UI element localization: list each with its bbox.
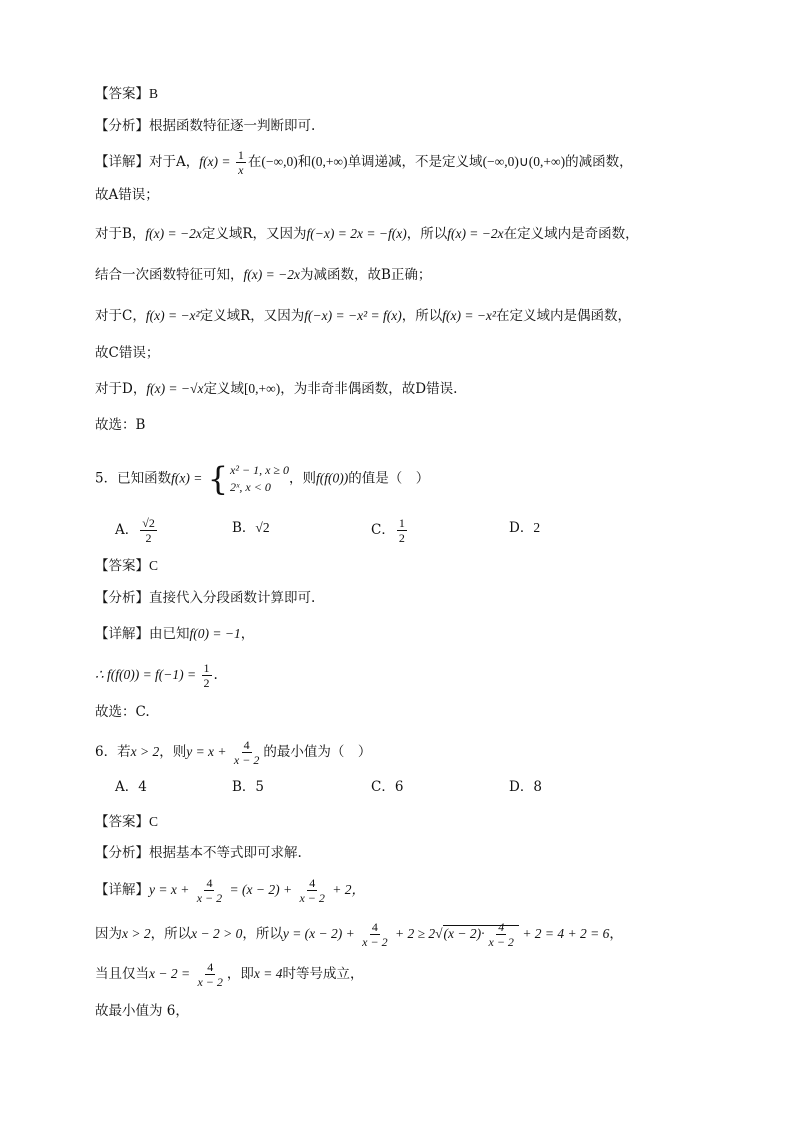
denominator: x − 2 <box>299 891 325 905</box>
text: 为减函数，故B正确； <box>299 267 432 283</box>
text: ，即 <box>226 966 254 982</box>
math: + 2 ≥ 2 <box>391 926 436 941</box>
denominator: x − 2 <box>488 935 514 950</box>
math: y = (x − 2) + <box>282 926 359 941</box>
analysis-tag: 【分析】 <box>95 590 149 606</box>
denominator: x − 2 <box>196 891 223 905</box>
q5-choose-line <box>95 702 150 722</box>
case-2: 2ˣ, x < 0 <box>230 480 271 494</box>
math: x > 2 <box>122 926 151 941</box>
text: 当且仅当 <box>95 966 149 982</box>
fraction <box>397 516 407 545</box>
sqrt-icon: √ <box>435 926 443 941</box>
option-value: 2 <box>533 520 541 535</box>
fraction <box>195 960 224 989</box>
math: [0,+∞) <box>243 381 281 396</box>
denominator: x − 2 <box>362 935 388 949</box>
fraction <box>232 738 261 767</box>
q4-detail-line-2 <box>95 185 159 205</box>
q6-option-b: B．5 <box>232 779 265 795</box>
option-value: √2 <box>255 520 270 535</box>
fraction <box>195 876 224 905</box>
text: 定义域R，又因为 <box>199 308 305 324</box>
answer-value: C <box>149 814 159 829</box>
q6-option-c: C．6 <box>371 779 404 795</box>
text: 定义域 <box>203 381 244 397</box>
text: 由已知 <box>149 626 190 642</box>
math: x − 2 > 0 <box>191 926 243 941</box>
math: f(x) = <box>171 470 206 486</box>
text: 在定义域内是奇函数， <box>503 226 639 242</box>
answer-value: C <box>149 558 159 573</box>
text: 在定义域内是偶函数， <box>495 308 631 324</box>
text: 对于A， <box>149 154 200 170</box>
denominator: x − 2 <box>233 753 260 767</box>
q4-detail-line-6 <box>95 343 159 363</box>
q4-answer-line <box>95 84 158 104</box>
text: 时等号成立， <box>282 966 364 982</box>
denominator: 2 <box>145 531 152 545</box>
q5-option-d <box>509 518 540 538</box>
q5-answer-line <box>95 556 158 576</box>
text: 的减函数， <box>565 154 633 170</box>
math: f(x) = −√x <box>146 381 204 396</box>
math: (−∞,0) <box>261 154 298 169</box>
q4-detail-line-7 <box>95 379 457 399</box>
fraction: $\frac{1}{x}$ <box>237 148 244 177</box>
q5-option-a <box>115 516 159 545</box>
analysis-tag: 【分析】 <box>95 845 149 861</box>
math: f(x) = −x² <box>145 308 200 323</box>
fraction <box>360 920 389 949</box>
text: 对于C， <box>95 308 146 324</box>
math: f(x) = −2x <box>447 226 504 241</box>
numerator: 1 <box>398 516 405 530</box>
answer-tag: 【答案】 <box>95 814 149 830</box>
math: y = x + <box>149 882 193 897</box>
q4-detail-line-3 <box>95 224 639 244</box>
text: 单调递减，不是定义域 <box>347 154 483 170</box>
case-1: x² − 1, x ≥ 0 <box>230 463 289 477</box>
text: 因为 <box>95 926 122 942</box>
math: ∴ f(f(0)) = f(−1) = <box>95 667 200 682</box>
q6-option-a: A．4 <box>115 779 147 795</box>
analysis-text: 根据基本不等式即可求解. <box>149 845 302 861</box>
q5-option-c <box>371 516 409 545</box>
text: 在 <box>247 154 262 170</box>
numerator: 1 <box>203 661 210 675</box>
fraction <box>297 876 326 905</box>
q6-option-d: D．8 <box>509 779 542 795</box>
text: 对于B， <box>95 226 146 242</box>
text: 和 <box>297 154 312 170</box>
math: f(x) = −2x <box>243 267 300 282</box>
text: ， <box>609 926 623 942</box>
denominator: 2 <box>203 676 210 690</box>
text: 故C错误； <box>95 345 160 361</box>
answer-tag: 【答案】 <box>95 86 149 102</box>
math: f(x) = −x² <box>442 308 496 323</box>
numerator: 4 <box>207 960 214 974</box>
q5-analysis-line <box>95 588 315 608</box>
math: x > 2 <box>130 744 160 759</box>
math: = (x − 2) + <box>226 882 296 897</box>
option-label: C． <box>371 522 395 538</box>
math: f(−x) = 2x = −f(x) <box>306 226 407 241</box>
text: ，所以 <box>242 926 283 942</box>
q4-choose-line <box>95 415 145 435</box>
q6-analysis-line <box>95 843 302 863</box>
math: f(x) = −2x <box>145 226 202 241</box>
text: ，所以 <box>401 308 443 324</box>
math: f(0) = −1 <box>189 626 241 641</box>
math: (−∞,0)∪(0,+∞) <box>482 154 566 169</box>
numerator: 4 <box>498 920 505 935</box>
math: f(f(0)) <box>315 470 349 486</box>
text: 结合一次函数特征可知， <box>95 267 244 283</box>
detail-tag: 【详解】 <box>95 154 149 170</box>
text: ，为非奇非偶函数，故D错误. <box>280 381 458 397</box>
q4-analysis-line <box>95 116 315 136</box>
text: ，则 <box>288 470 316 487</box>
q6-stem <box>95 738 371 767</box>
math: + 2， <box>328 882 366 897</box>
denominator: 2 <box>398 531 405 545</box>
text: 的值是（ ） <box>348 470 430 487</box>
analysis-tag: 【分析】 <box>95 118 149 134</box>
math: + 2 = 4 + 2 = 6 <box>518 926 610 941</box>
numerator: 4 <box>309 876 316 890</box>
math: (x − 2)· <box>443 926 485 941</box>
q4-detail-line-5 <box>95 306 631 326</box>
denominator: x − 2 <box>197 975 223 989</box>
option-label: A． <box>115 522 139 538</box>
analysis-text: 直接代入分段函数计算即可. <box>149 590 316 606</box>
text: . <box>213 667 218 683</box>
question-number: 5．已知函数 <box>95 470 172 487</box>
text: 的最小值为（ ） <box>263 744 372 760</box>
text: 故A错误； <box>95 187 159 203</box>
numerator: 4 <box>371 920 378 934</box>
numerator: √2 <box>142 516 155 530</box>
question-number: 6．若 <box>95 744 131 760</box>
fraction <box>202 661 212 690</box>
fraction <box>487 920 516 949</box>
brace-icon: { <box>207 460 229 498</box>
math: x − 2 = <box>149 966 194 981</box>
q5-option-b <box>232 518 270 538</box>
detail-tag: 【详解】 <box>95 882 149 898</box>
math: (0,+∞) <box>311 154 348 169</box>
math: x = 4 <box>253 966 283 981</box>
math: f(x) = <box>199 154 234 169</box>
text: 故最小值为 6， <box>95 1003 189 1019</box>
answer-value: B <box>149 86 159 101</box>
option-label: B． <box>232 520 256 536</box>
text: 故选：C. <box>95 704 150 720</box>
text: ， <box>240 626 255 642</box>
text: 定义域R，又因为 <box>201 226 307 242</box>
q6-detail-line-3 <box>95 960 364 989</box>
q5-stem <box>95 462 429 496</box>
numerator: 4 <box>243 738 250 752</box>
q4-detail-line-4 <box>95 265 431 285</box>
q6-detail-line-4 <box>95 1001 189 1021</box>
numerator: 4 <box>206 876 213 890</box>
text: ，则 <box>159 744 187 760</box>
q5-detail-line-2 <box>95 661 218 690</box>
answer-tag: 【答案】 <box>95 558 149 574</box>
q5-detail-line-1 <box>95 624 254 644</box>
piecewise-cases <box>230 462 289 496</box>
analysis-text: 根据函数特征逐一判断即可. <box>149 118 316 134</box>
detail-tag: 【详解】 <box>95 626 149 642</box>
option-label: D． <box>509 520 534 536</box>
q6-detail-line-2 <box>95 920 623 949</box>
fraction <box>140 516 157 545</box>
text: ，所以 <box>150 926 192 942</box>
text: 故选：B <box>95 417 146 433</box>
math: f(−x) = −x² = f(x) <box>304 308 402 323</box>
text: ，所以 <box>406 226 448 242</box>
q4-detail-line-1 <box>95 148 633 177</box>
q6-answer-line <box>95 812 158 832</box>
text: 对于D， <box>95 381 147 397</box>
sqrt-radicand <box>443 920 519 950</box>
q6-detail-line-1 <box>95 876 365 905</box>
math: y = x + <box>186 744 230 759</box>
